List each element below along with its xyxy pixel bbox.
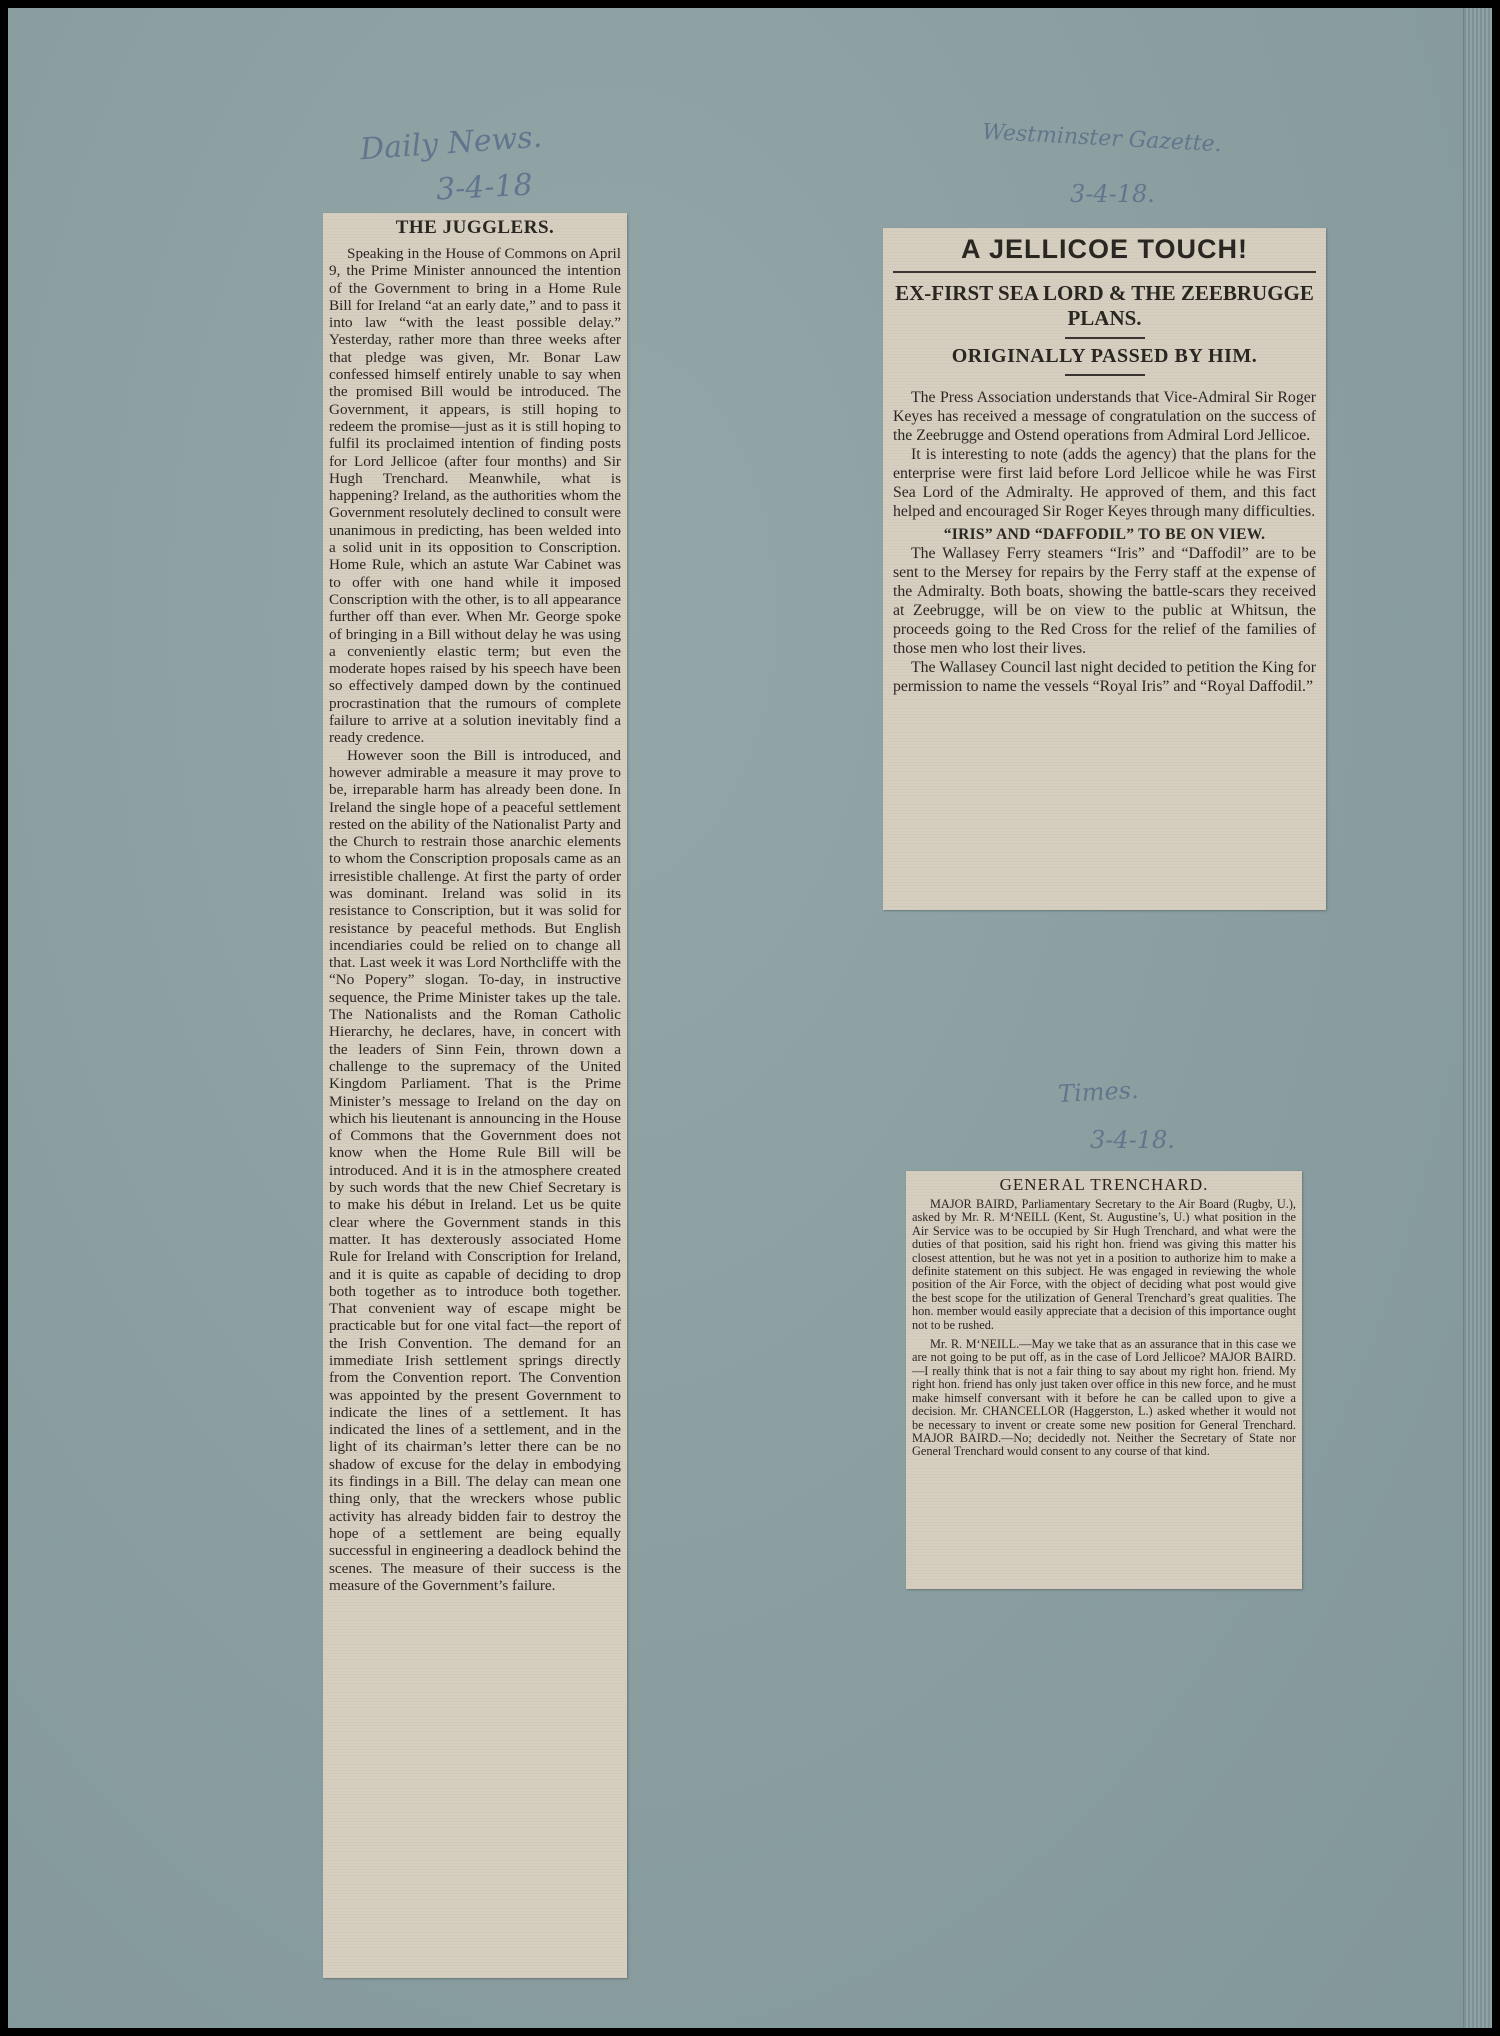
clipping-general-trenchard — [906, 1171, 1302, 1589]
times-source-note: Times. — [1057, 1075, 1140, 1109]
daily-news-source-note: Daily News. — [359, 119, 544, 168]
jugglers-headline: THE JUGGLERS. — [395, 217, 555, 238]
jellicoe-paragraph: The Wallasey Ferry steamers “Iris” and “Daffodil” are to be sent to the Mersey for repairs by the Ferry staff at the expense of the Admiralty. Both boats, showing the battle-scars they received at Zeebrugge, will be on view to the public at Whitsun, the proceeds going to the Red Cross for the relief of the families of those men who lost their lives. — [893, 545, 1316, 657]
subhead-rule — [1065, 337, 1145, 339]
times-date-note: 3-4-18. — [1090, 1126, 1175, 1154]
jellicoe-headline: A JELLICOE TOUCH! — [960, 234, 1248, 264]
scrapbook-page — [8, 8, 1492, 2028]
clipping-the-jugglers — [323, 213, 627, 1978]
trenchard-paragraph: MAJOR BAIRD, Parliamentary Secretary to the Air Board (Rugby, U.), asked by Mr. R. M‘NEILL (Kent, St. Augustine’s, U.) what position in the Air Service was to be occupied by Sir Hugh Trenchard, and what were the duties of that position, said his right hon. friend was giving this matter his closest attention, but he was not yet in a position to authorize him to make a definite statement on this subject. He was engaged in reviewing the whole position of the Air Force, with the object of deciding what post would give the best scope for the utilization of General Trenchard’s great qualities. The hon. member would easily appreciate that a decision of this importance ought not to be rushed. — [912, 1197, 1296, 1332]
jellicoe-subhead: EX-FIRST SEA LORD & THE ZEEBRUGGE PLANS. — [895, 281, 1314, 330]
westminster-source-note: Westminster Gazette. — [981, 119, 1223, 158]
trenchard-paragraph: Mr. R. M‘NEILL.—May we take that as an assurance that in this case we are not going to be put off, as in the case of Lord Jellicoe? MAJOR BAIRD.—I really think that is not a fair thing to say about my right hon. friend. My right hon. friend has only just taken over office in this new force, and he must make himself conversant with it before he can be called upon to give a decision. Mr. CHANCELLOR (Haggerston, L.) asked whether it would not be necessary to invent or create some new position for General Trenchard. MAJOR BAIRD.—No; decidedly not. Neither the Secretary of State nor General Trenchard would consent to any course of that kind. — [912, 1337, 1296, 1459]
jugglers-paragraph: Speaking in the House of Commons on April 9, the Prime Minister announced the intention of the Government to bring in a Home Rule Bill for Ireland “at an early date,” and to pass it into law “with the least possible delay.” Yesterday, rather more than three weeks after that pledge was given, Mr. Bonar Law confessed himself entirely unable to say when the promised Bill would be introduced. The Government, it appears, is still hoping to redeem the promise—just as it is still hoping to fulfil its proclaimed intention of finding posts for Lord Jellicoe (after four months) and Sir Hugh Trenchard. Meanwhile, what is happening? Ireland, as the authorities whom the Government resolutely declined to consult were unanimous in predicting, has been welded into a solid unit in its opposition to Conscription. Home Rule, which an astute War Cabinet was to offer with one hand while it imposed Conscription with the other, is to all appearance further off than ever. When Mr. George spoke of bringing in a Bill without delay he was using a conveniently elastic term; but even the moderate hopes raised by his speech have been so effectively damped down by the continued procrastination that the rumours of complete failure to arrive at a solution inevitably find a ready credence. — [329, 245, 621, 747]
jellicoe-section-head: “IRIS” AND “DAFFODIL” TO BE ON VIEW. — [943, 526, 1266, 543]
jellicoe-paragraph: The Press Association understands that Vice-Admiral Sir Roger Keyes has received a message of congratulation on the success of the Zeebrugge and Ostend operations from Admiral Lord Jellicoe. — [893, 389, 1316, 444]
daily-news-date-note: 3-4-18 — [435, 167, 534, 208]
album-spine — [1463, 8, 1492, 2028]
westminster-date-note: 3-4-18. — [1070, 180, 1155, 208]
clipping-jellicoe-touch — [883, 228, 1326, 910]
headline-rule — [893, 271, 1316, 273]
jellicoe-subhead-2: ORIGINALLY PASSED BY HIM. — [951, 345, 1258, 367]
subhead-rule-2 — [1065, 374, 1145, 376]
jellicoe-paragraph: It is interesting to note (adds the agency) that the plans for the enterprise were first laid before Lord Jellicoe while he was First Sea Lord of the Admiralty. He approved of them, and this fact helped and encouraged Sir Roger Keyes through many difficulties. — [893, 446, 1316, 520]
jellicoe-paragraph: The Wallasey Council last night decided to petition the King for permission to name the vessels “Royal Iris” and “Royal Daffodil.” — [893, 659, 1316, 695]
jugglers-paragraph: However soon the Bill is introduced, and however admirable a measure it may prove to be, irreparable harm has already been done. In Ireland the single hope of a peaceful settlement rested on the ability of the Nationalist Party and the Church to restrain those anarchic elements to whom the Conscription proposals came as an irresistible challenge. At first the party of order was dominant. Ireland was solid in its resistance to Conscription, but it was solid for resistance by peaceful methods. But English incendiaries could be relied on to change all that. Last week it was Lord Northcliffe with the “No Popery” slogan. To-day, in instructive sequence, the Prime Minister takes up the tale. The Nationalists and the Roman Catholic Hierarchy, he declares, have, in concert with the leaders of Sinn Fein, thrown down a challenge to the supremacy of the United Kingdom Parliament. That is the Prime Minister’s message to Ireland on the day on which his lieutenant is announcing in the House of Commons that the Government does not know when the Home Rule Bill will be introduced. And it is in the atmosphere created by such words that the new Chief Secretary is to make his début in Ireland. Let us be quite clear where the Government stands in this matter. It has dexterously associated Home Rule for Ireland with Conscription for Ireland, and it is quite as capable of deciding to drop both together as to introduce both together. That convenient way of escape might be practicable but for one vital fact—the report of the Irish Convention. The demand for an immediate Irish settlement springs directly from the Convention report. The Convention was appointed by the present Government to indicate the lines of a settlement. It has indicated the lines of a settlement, and in the light of its chairman’s letter there can be no shadow of excuse for the delay in embodying its findings in a Bill. The delay can mean one thing only, that the wreckers whose public activity has already bidden fair to destroy the hope of a settlement are being equally successful in engineering a deadlock behind the scenes. The measure of their success is the measure of the Government’s failure. — [329, 746, 621, 1594]
trenchard-headline: GENERAL TRENCHARD. — [999, 1175, 1209, 1194]
